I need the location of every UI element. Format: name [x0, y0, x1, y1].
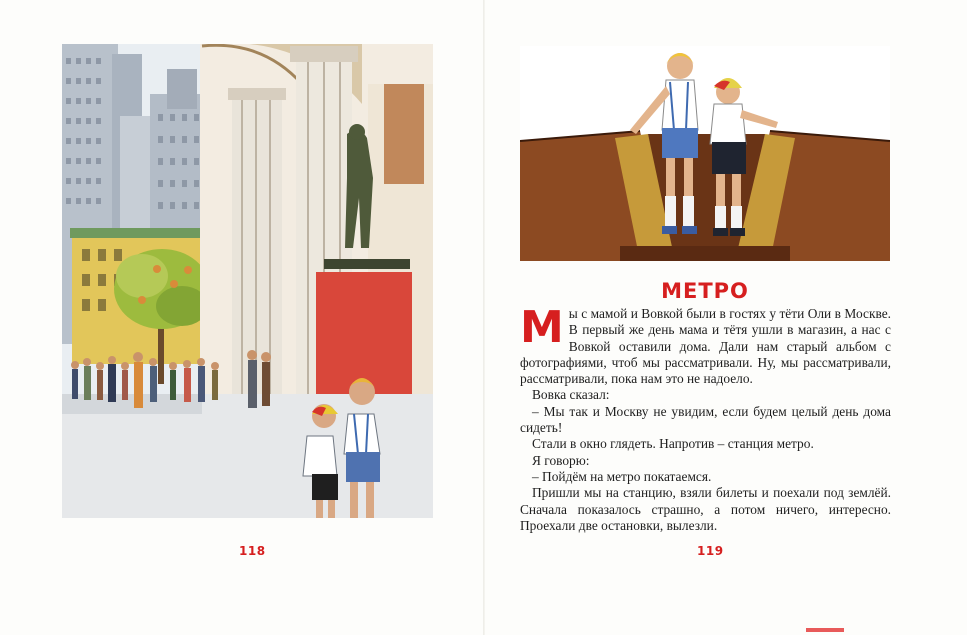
paragraph: – Пойдём на метро покатаемся. — [532, 468, 712, 484]
book-gutter — [483, 0, 485, 635]
first-paragraph-text: ы с мамой и Вовкой были в гостях у тёти Оли в Москве. В первый же день мама и тётя ушли в магазин, а нас с Вовкой оставили дома. Дали нам старый альбом с фотографиями, чтоб мы рассматривали. Ну, мы рассматривали, рассматривали, пока нам это не надоело. — [520, 306, 891, 387]
drop-cap: М — [520, 302, 564, 353]
paragraph: Стали в окно глядеть. Напротив – станция метро. — [532, 436, 814, 452]
chapter-body — [520, 302, 891, 534]
paragraph: – Мы так и Москву не увидим, если будем целый день дома сидеть! — [520, 403, 891, 436]
illustration-left — [62, 44, 433, 518]
page-number-right: 119 — [697, 544, 724, 558]
paragraph-first — [520, 302, 891, 387]
paragraph: Вовка сказал: — [532, 387, 610, 403]
corner-mark — [806, 628, 844, 632]
paragraph: Пришли мы на станцию, взяли билеты и поехали под землёй. Сначала показалось страшно, а потом ничего, интересно. Проехали две остановки, вылезли. — [520, 485, 891, 533]
escalator-scene-svg — [520, 46, 890, 261]
page-number-left: 118 — [239, 544, 266, 558]
chapter-title: МЕТРО — [661, 279, 749, 303]
street-scene-svg — [62, 44, 433, 518]
illustration-right — [520, 46, 890, 261]
escalator — [520, 131, 890, 261]
paragraph: Я говорю: — [532, 452, 590, 468]
